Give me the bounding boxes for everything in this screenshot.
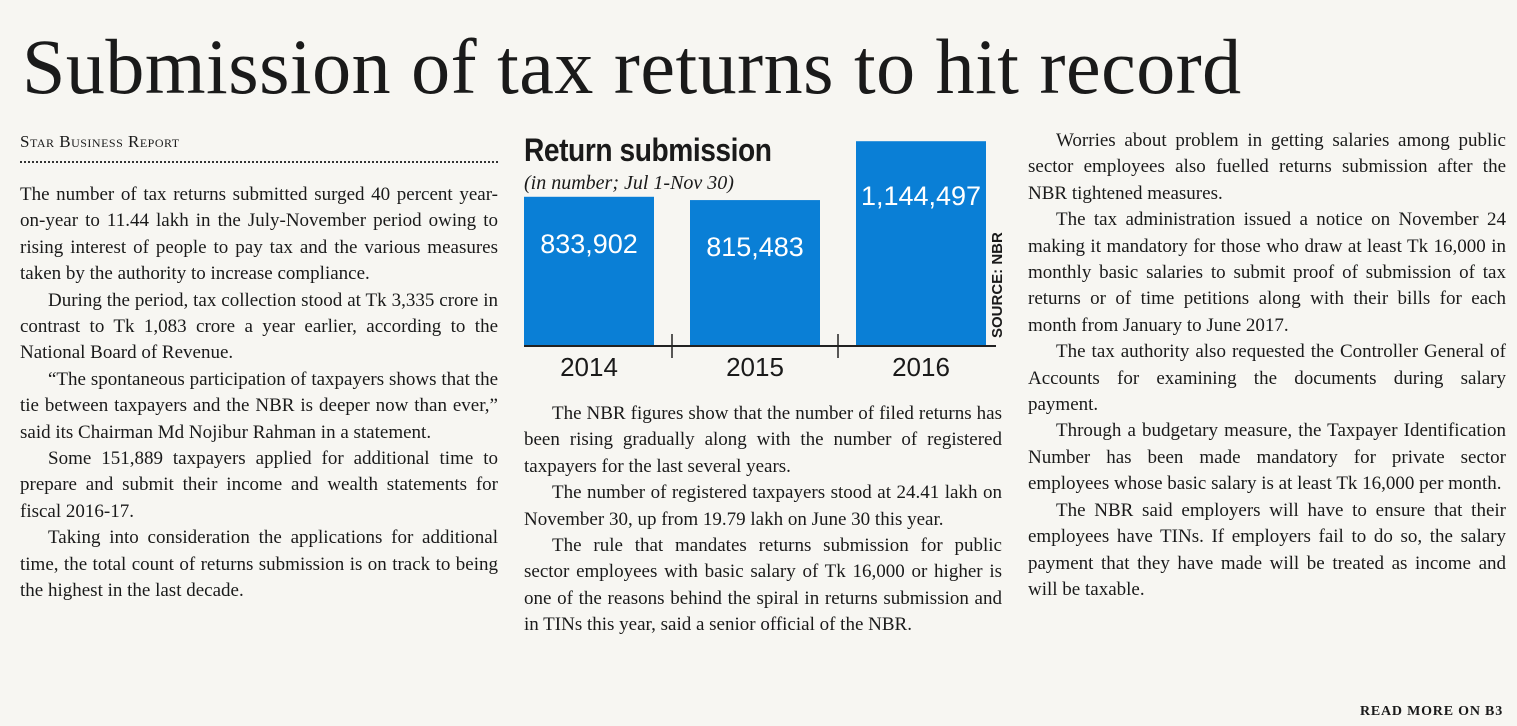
paragraph: Worries about problem in getting salaries among public sector employees also fuelled returns submission after the NBR tightened measures. <box>1028 130 1506 204</box>
chart-source: SOURCE: NBR <box>989 232 1006 338</box>
bar-2016 <box>856 141 986 346</box>
paragraph: During the period, tax collection stood at Tk 3,335 crore in contrast to Tk 1,083 crore a year earlier, according to the National Board of Revenue. <box>20 289 498 364</box>
chart-title: Return submission <box>524 132 772 168</box>
paragraph: The NBR said employers will have to ensure that their employees have TINs. If employers fail to do so, the salary payment that they have made will be treated as income and will be taxable. <box>1028 499 1506 600</box>
bar-value-label: 1,144,497 <box>860 181 982 212</box>
category-label: 2014 <box>560 352 618 382</box>
article-column-1 <box>20 182 498 605</box>
paragraph: Some 151,889 taxpayers applied for additional time to prepare and submit their income and wealth statements for fiscal 2016-17. <box>20 448 498 522</box>
paragraph: The rule that mandates returns submission for public sector employees with basic salary of Tk 16,000 or higher is one of the reasons behind the spiral in returns submission and in TINs this year, said a senior official of the NBR. <box>524 535 1002 636</box>
article-column-2 <box>524 401 1002 639</box>
chart-subtitle: (in number; Jul 1-Nov 30) <box>524 172 734 194</box>
bar-chart <box>510 126 1010 388</box>
category-label: 2015 <box>726 352 784 382</box>
bar-2015 <box>690 200 820 346</box>
bar-2014 <box>524 197 654 346</box>
bar-value-label: 815,483 <box>706 232 804 263</box>
read-more-link[interactable]: READ MORE ON B3 <box>1359 704 1503 719</box>
category-label: 2016 <box>892 352 950 382</box>
paragraph: The number of tax returns submitted surged 40 percent year-on-year to 11.44 lakh in the July-November period owing to rising interest of people to pay tax and the various measures taken by the authority to increase compliance. <box>20 184 498 285</box>
headline: Submission of tax returns to hit record <box>22 23 1242 110</box>
paragraph: “The spontaneous participation of taxpayers shows that the tie between taxpayers and the NBR is deeper now than ever,” said its Chairman Md Nojibur Rahman in a statement. <box>20 368 498 443</box>
paragraph: The tax authority also requested the Controller General of Accounts for examining the documents during salary payment. <box>1028 341 1506 416</box>
paragraph: Through a budgetary measure, the Taxpayer Identification Number has been made mandatory for private sector employees whose basic salary is at least Tk 16,000 per month. <box>1028 420 1506 495</box>
paragraph: Taking into consideration the applications for additional time, the total count of returns submission is on track to being the highest in the last decade. <box>20 527 498 602</box>
bar-value-label: 833,902 <box>540 228 638 259</box>
article-column-3 <box>1028 128 1506 603</box>
paragraph: The tax administration issued a notice on November 24 making it mandatory for those who draw at least Tk 16,000 in monthly basic salaries to submit proof of submission of tax returns or of time petitions along with their bills for each month from January to June 2017. <box>1028 209 1506 336</box>
paragraph: The NBR figures show that the number of filed returns has been rising gradually along with the number of registered taxpayers for the last several years. <box>524 403 1002 477</box>
paragraph: The number of registered taxpayers stood at 24.41 lakh on November 30, up from 19.79 lakh on June 30 this year. <box>524 482 1002 530</box>
byline: Star Business Report <box>20 132 498 163</box>
